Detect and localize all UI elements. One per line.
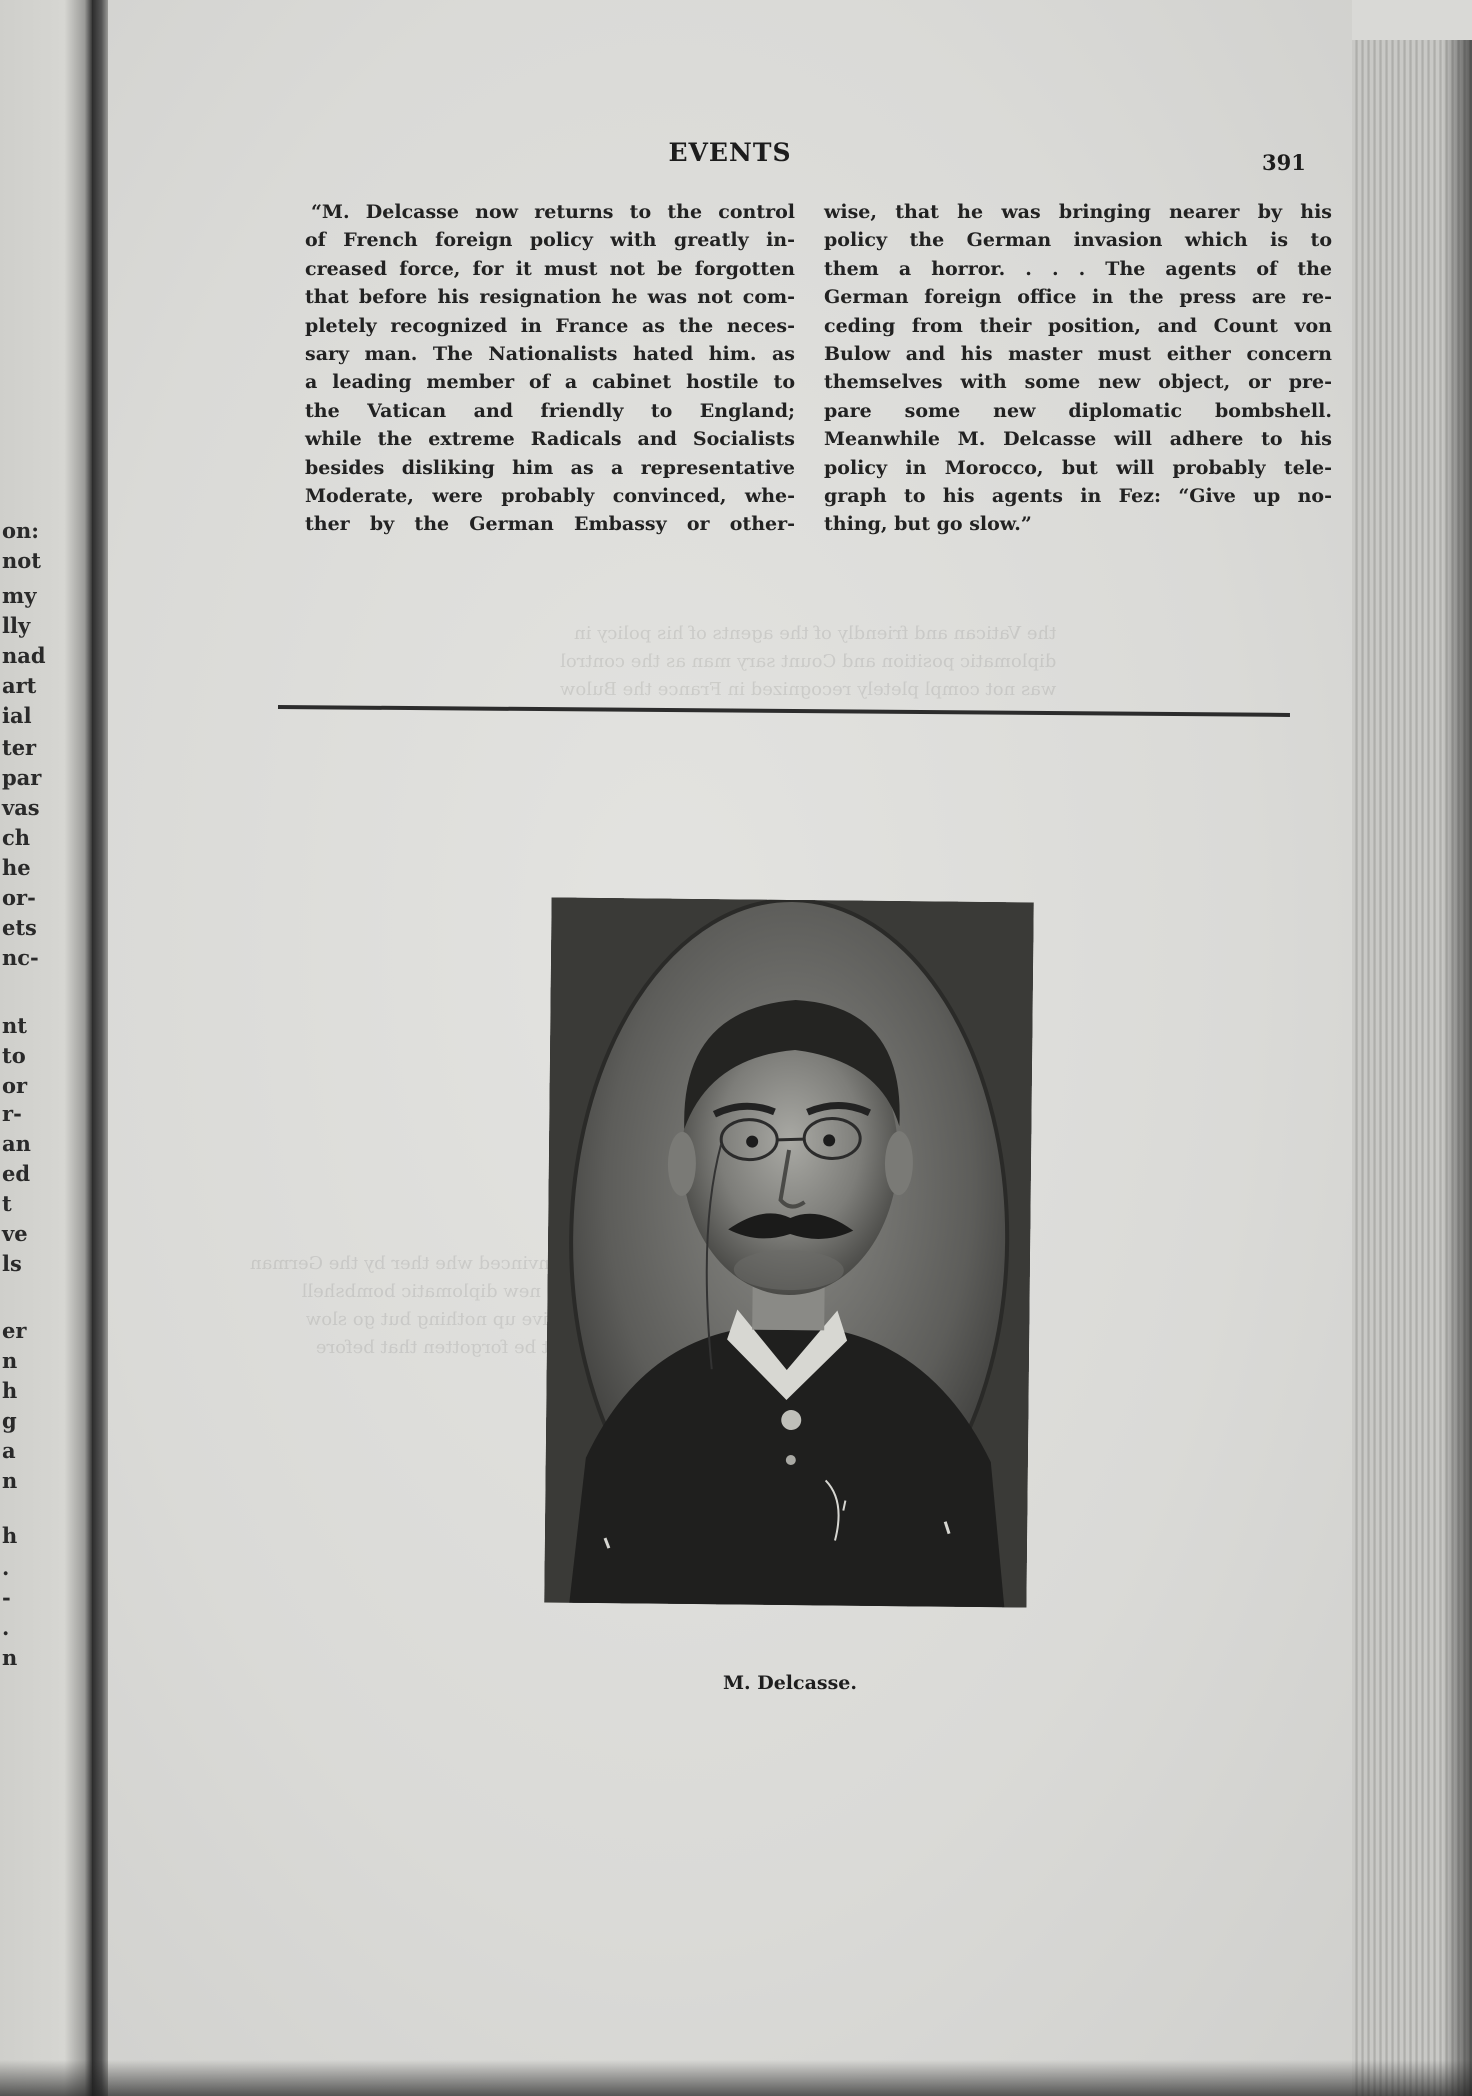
text-line: ceding from their position, and Count von (824, 314, 1332, 337)
text-line: thing, but go slow.” (824, 513, 1032, 536)
left-page-fragment: ter (2, 735, 37, 760)
text-line: wise, that he was bringing nearer by his (824, 201, 1332, 223)
left-page-fragment: . (2, 1615, 10, 1640)
left-page-fragment: nad (2, 643, 46, 668)
text-line: German foreign office in the press are re- (824, 286, 1332, 309)
text-line: pare some new diplomatic bombshell. (824, 399, 1332, 422)
left-page-fragment: n (2, 1468, 18, 1493)
text-line: Bulow and his master must either concern (824, 343, 1332, 366)
text-line: “M. Delcasse now returns to the control (311, 201, 795, 223)
text-line: besides disliking him as a representative (305, 456, 795, 479)
left-page-fragment: on: (2, 518, 40, 543)
page-number: 391 (1262, 150, 1306, 175)
running-head: EVENTS (668, 138, 792, 167)
left-page-fragment: to (2, 1043, 26, 1068)
text-line: of French foreign policy with greatly in- (305, 229, 795, 252)
text-line: policy in Morocco, but will probably tele- (824, 456, 1332, 479)
left-column (305, 198, 795, 539)
left-page-fragment: nt (2, 1013, 27, 1038)
book-gutter (92, 0, 108, 2096)
left-page-fragment: not (2, 548, 41, 573)
scan-bottom-shadow (0, 2060, 1472, 2096)
text-line: graph to his agents in Fez: “Give up no- (824, 485, 1332, 508)
left-page-edge (0, 0, 92, 2096)
text-line: creased force, for it must not be forgotten (305, 257, 795, 280)
left-page-fragment: nc- (2, 945, 39, 970)
portrait-caption: M. Delcasse. (722, 1672, 858, 1694)
text-line: themselves with some new object, or pre- (824, 371, 1332, 394)
left-page-fragment: ets (2, 915, 37, 940)
left-page-fragment: n (2, 1348, 18, 1373)
portrait-photo (544, 897, 1033, 1607)
left-page-fragment: ve (2, 1221, 28, 1246)
text-line: them a horror. . . . The agents of the (824, 257, 1332, 280)
left-page-fragment: . (2, 1555, 10, 1580)
text-line: pletely recognized in France as the neces- (305, 314, 795, 337)
left-page-fragment: my (2, 583, 37, 608)
left-page-fragment: ch (2, 825, 31, 850)
text-line: Moderate, were probably convinced, whe- (305, 485, 795, 508)
left-page-fragment: art (2, 673, 37, 698)
text-line: Meanwhile M. Delcasse will adhere to his (824, 428, 1332, 451)
text-line: sary man. The Nationalists hated him. as (305, 343, 795, 366)
left-page-fragment: ial (2, 703, 32, 728)
left-page-fragment: - (2, 1585, 11, 1610)
left-page-fragment: h (2, 1378, 18, 1403)
left-page-fragment: vas (2, 795, 40, 820)
left-page-fragment: or (2, 1073, 28, 1098)
left-page-fragment: par (2, 765, 42, 790)
left-page-fragment: er (2, 1318, 27, 1343)
text-line: a leading member of a cabinet hostile to (305, 371, 795, 394)
left-page-fragment: ls (2, 1251, 22, 1276)
left-page-fragment: or- (2, 885, 36, 910)
portrait-illustration (544, 897, 1033, 1607)
text-line: that before his resignation he was not com- (305, 286, 795, 309)
left-page-fragment: t (2, 1191, 12, 1216)
left-page-fragment: h (2, 1523, 18, 1548)
left-page-fragment: ed (2, 1161, 31, 1186)
left-page-fragment: he (2, 855, 31, 880)
text-line: ther by the German Embassy or other- (305, 513, 795, 536)
page-edges (1352, 40, 1472, 2096)
left-page-fragment: a (2, 1438, 16, 1463)
left-page-fragment: n (2, 1645, 18, 1670)
left-page-fragment: g (2, 1408, 17, 1433)
text-line: policy the German invasion which is to (824, 229, 1332, 252)
right-column (824, 198, 1332, 539)
left-page-fragment: r- (2, 1101, 22, 1126)
text-line: while the extreme Radicals and Socialists (305, 428, 795, 451)
left-page-fragment: lly (2, 613, 31, 638)
left-page-fragment: an (2, 1131, 31, 1156)
text-line: the Vatican and friendly to England; (305, 399, 795, 422)
